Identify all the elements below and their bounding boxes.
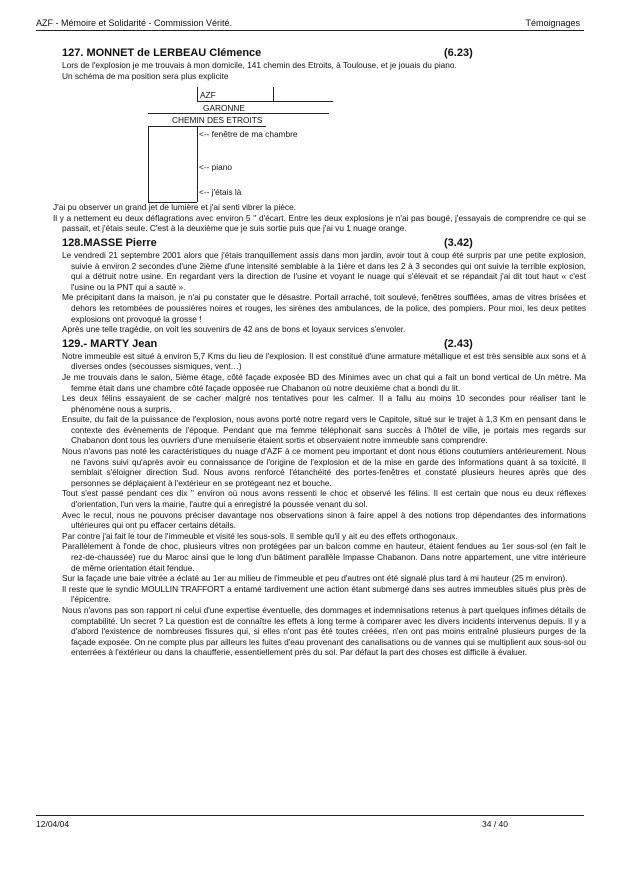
paragraph: Le vendredi 21 septembre 2001 alors que j'étais tranquillement assis dans mon jardin, avoir tout à coup été surpris par une petite explosion, suivie à environ 2 secondes d'une 2ième d'une intensité semblable à la 1ière et dans les 2 à 3 secondes qui ont suivie la terrible explosion, qui a détruit notre usine. En regardant vers la direction de l'usine et voyant le nuage qui s'élevait et se répandait j'ai dit tout haut « c'est l'usine ou la PNT qui a sauté ». [62,249,586,292]
entry-title: 127. MONNET de LERBEAU Clémence [62,47,262,59]
entry-128-heading [62,236,586,250]
header-section: Témoignages [525,18,580,28]
diagram-label-chemin: CHEMIN DES ETROITS [172,115,263,126]
footer-date: 12/04/04 [36,819,70,829]
entry-code: (6.23) [444,47,473,59]
diagram-label-fenetre: <-- fenêtre de ma chambre [199,129,298,140]
paragraph: Notre immeuble est situé à environ 5,7 Kms du lieu de l'explosion. Il est constitué d'une armature métallique et est très sensible aux sons et à diverses ondes (secousses sismiques, vent…) [62,350,586,372]
paragraph: Parallèlement à l'onde de choc, plusieurs vitres non protégées par un balcon comme en hauteur, étaient fendues au 1er sous-sol (en fait le rez-de-chaussée) rue du Maroc ainsi que le long d'un bâtiment parallèle Impasse Chabanon. Dans notre appartement, une vitre intérieure de même orientation était fendue. [62,541,586,573]
header-title: AZF - Mémoire et Solidarité - Commission Vérité. [36,18,233,28]
diagram-label-piano: <-- piano [199,162,232,173]
page-footer [36,815,584,829]
paragraph: Avec le recul, nous ne pouvons préciser davantage nos observations sinon à faire appel à des notions trop dépendantes des informations ultérieures qui ont pu effacer certains détails. [62,509,586,531]
diagram-label-etais: <-- j'étais là [199,187,242,198]
paragraph: Il reste que le syndic MOULLIN TRAFFORT a entamé tardivement une action étant submergé dans ses autres immeubles situés plus près de l'épicentre. [62,583,586,605]
entry-127-heading [62,46,586,60]
paragraph: Ensuite, du fait de la puissance de l'explosion, nous avons porté notre regard vers le Capitole, situé sur le trajet à 1,3 Km en pensant dans le contexte des évènements de l'époque. Pendant que ma femme téléphonait sans succès à l'hôtel de ville, je portais mes regards sur Chabanon dont tous les ouvriers d'une menuiserie étaient sortis et observaient notre immeuble sans comprendre. [62,414,586,446]
entry-127-intro-1: Lors de l'explosion je me trouvais à mon domicile, 141 chemin des Etroits, à Toulouse, et je jouais du piano. [62,60,457,70]
entry-title: 128.MASSE Pierre [62,236,157,249]
paragraph: Tout s'est passé pendant ces dix '' environ où nous avons ressenti le choc et observé les félins. Il est certain que nous eu deux réflexes d'orientation, l'un vers la mairie, l'autre qui a enregistré la poussée venant du sol. [62,488,586,510]
position-diagram [62,81,586,202]
paragraph: Nous n'avons pas noté les caractéristiques du nuage d'AZF à ce moment peu important et dont nous étions coutumiers antérieurement. Nous ne l'avons suivi qu'après avoir eu connaissance de l'origine de l'explosion et de la mise en garde des informations quant à sa toxicité. Il semblait s'éloigner direction Sud. Nous avons renforcé l'étanchéité des portes-fenêtres et constaté plusieurs heures après que des personnes se déplaçaient à l'extérieur en se protégeant nez et bouche. [62,446,586,488]
paragraph: Par contre j'ai fait le tour de l'immeuble et visité les sous-sols. Il semble qu'il y ait eu des effets orthogonaux. [62,530,458,541]
page-number: 34 / 40 [482,819,508,829]
paragraph: Après une telle tragédie, on voit les souvenirs de 42 ans de bons et loyaux services s'envoler. [62,324,406,335]
entry-code: (2.43) [444,337,473,350]
entry-127-intro-2: Un schéma de ma position sera plus explicite [62,70,229,81]
document-body [53,46,586,658]
diagram-label-garonne: GARONNE [203,103,245,114]
paragraph: Sur la façade une baie vitrée a éclaté au 1er au milieu de l'immeuble et peu d'autres ont été signalé plus tard à mi hauteur (25 m environ). [62,573,568,584]
paragraph: Il y a nettement eu deux déflagrations avec environ 5 '' d'écart. Entre les deux explosions je n'ai pas bougé, j'essayais de comprendre ce qui se passait, et j'étais seule. C'est à la deuxième que je suis sortie puis que j'ai vu 1 nuage orange. [53,212,586,234]
entry-code: (3.42) [444,236,473,249]
paragraph: Me précipitant dans la maison, je n'ai pu constater que le désastre. Portail arraché, toit soulevé, fenêtres soufflées, amas de vitres brisées et dehors les retombées de poussières noires et rouges, les sirènes des ambulances, de la police, des pompiers. Pour moi, les deux petites explosions ont provoqué la grosse ! [62,292,586,324]
page-header [36,17,584,31]
paragraph: J'ai pu observer un grand jet de lumière et j'ai senti vibrer la pièce. [53,202,296,213]
diagram-label-azf: AZF [200,90,216,101]
entry-129-heading [62,337,586,351]
paragraph: Je me trouvais dans le salon, 5ième étage, côté façade exposée BD des Minimes avec un chat qui a fait un bond vertical de Un mètre. Ma femme était dans une chambre côté façade opposée rue Chabanon où notre deuxième chat a bondi du lit. [62,371,586,393]
paragraph: Les deux félins essayaient de se cacher malgré nos tentatives pour les calmer. Il a fallu au moins 10 secondes pour réaliser tant le phénomène nous a surpris. [62,393,586,414]
entry-title: 129.- MARTY Jean [62,337,158,350]
paragraph: Nous n'avons pas son rapport ni celui d'une expertise éventuelle, des dommages et indemnisations retenus à part quelques infimes détails de comptabilité. Un secret ? La question est de connaître les effets à long terme à comparer avec les divers incidents intervenus depuis. Il y a d'abord l'existence de nombreuses fissures qui, si elles n'ont pas été toutes créées, n'en ont pas moins entraîné plusieurs purges de la façade exposée. On ne compte plus par ailleurs les fuites d'eau provenant des canalisations ou de vannes qui se multiplient aux sous-sol ou enterrées à l'extérieur ou dans la chaufferie, essentiellement près du sol. Par défaut la part des choses est difficile à évaluer. [62,604,586,658]
